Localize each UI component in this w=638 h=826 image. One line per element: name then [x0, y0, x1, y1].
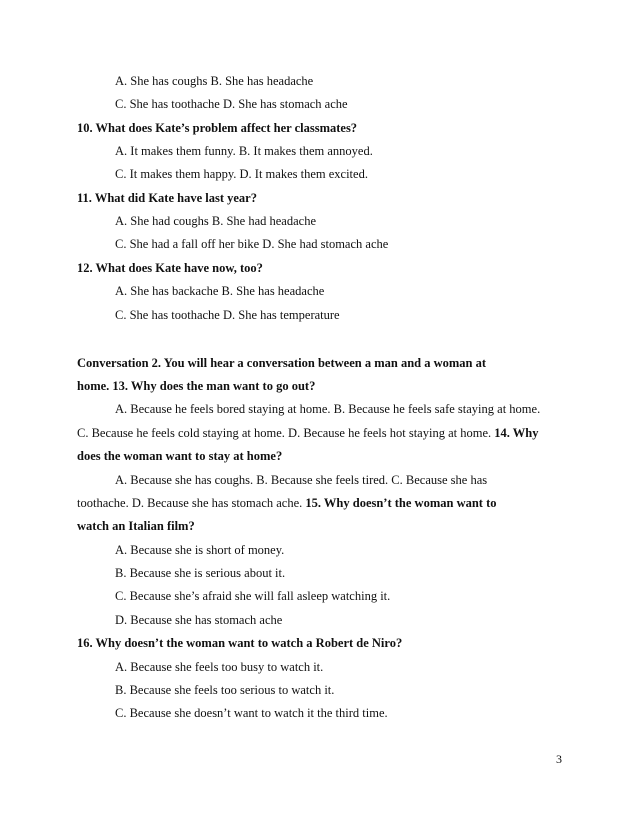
question-12: 12. What does Kate have now, too? — [77, 261, 263, 275]
q15-option-b: B. Because she is serious about it. — [115, 566, 286, 580]
page-number: 3 — [556, 752, 562, 766]
q10-options-ab: A. It makes them funny. B. It makes them annoyed. — [115, 144, 373, 158]
q11-options-ab: A. She had coughs B. She had headache — [115, 214, 316, 228]
q9-options-cd: C. She has toothache D. She has stomach ache — [115, 97, 348, 111]
q15-option-a: A. Because she is short of money. — [115, 543, 285, 557]
question-15-start: 15. Why doesn’t the woman want to — [305, 496, 497, 510]
q13-options-ab: A. Because he feels bored staying at home. B. Because he feels safe staying at home. — [115, 402, 541, 416]
q15-option-d: D. Because she has stomach ache — [115, 613, 283, 627]
question-11: 11. What did Kate have last year? — [77, 191, 257, 205]
q9-options-ab: A. She has coughs B. She has headache — [115, 74, 314, 88]
question-14-start: 14. Why — [494, 426, 539, 440]
question-13: home. 13. Why does the man want to go out? — [77, 379, 316, 393]
q13-options-cd-text: C. Because he feels cold staying at home. D. Because he feels hot staying at home. — [77, 426, 492, 440]
q12-options-ab: A. She has backache B. She has headache — [115, 284, 325, 298]
question-16: 16. Why doesn’t the woman want to watch a Robert de Niro? — [77, 636, 403, 650]
q12-options-cd: C. She has toothache D. She has temperature — [115, 308, 340, 322]
q14-options-line2 — [77, 495, 497, 511]
q11-options-cd: C. She had a fall off her bike D. She had stomach ache — [115, 237, 389, 251]
question-10: 10. What does Kate’s problem affect her classmates? — [77, 121, 358, 135]
q10-options-cd: C. It makes them happy. D. It makes them excited. — [115, 167, 368, 181]
q14-options-line2-text: toothache. D. Because she has stomach ache. — [77, 496, 303, 510]
q16-option-a: A. Because she feels too busy to watch it. — [115, 660, 324, 674]
q13-options-cd — [77, 425, 538, 441]
q16-option-b: B. Because she feels too serious to watch it. — [115, 683, 335, 697]
question-15-end: watch an Italian film? — [77, 519, 195, 533]
q16-option-c: C. Because she doesn’t want to watch it the third time. — [115, 706, 388, 720]
q14-options-line1: A. Because she has coughs. B. Because she feels tired. C. Because she has — [115, 473, 488, 487]
conversation-2-intro: Conversation 2. You will hear a conversation between a man and a woman at — [77, 356, 487, 370]
q15-option-c: C. Because she’s afraid she will fall asleep watching it. — [115, 589, 391, 603]
question-14-end: does the woman want to stay at home? — [77, 449, 283, 463]
